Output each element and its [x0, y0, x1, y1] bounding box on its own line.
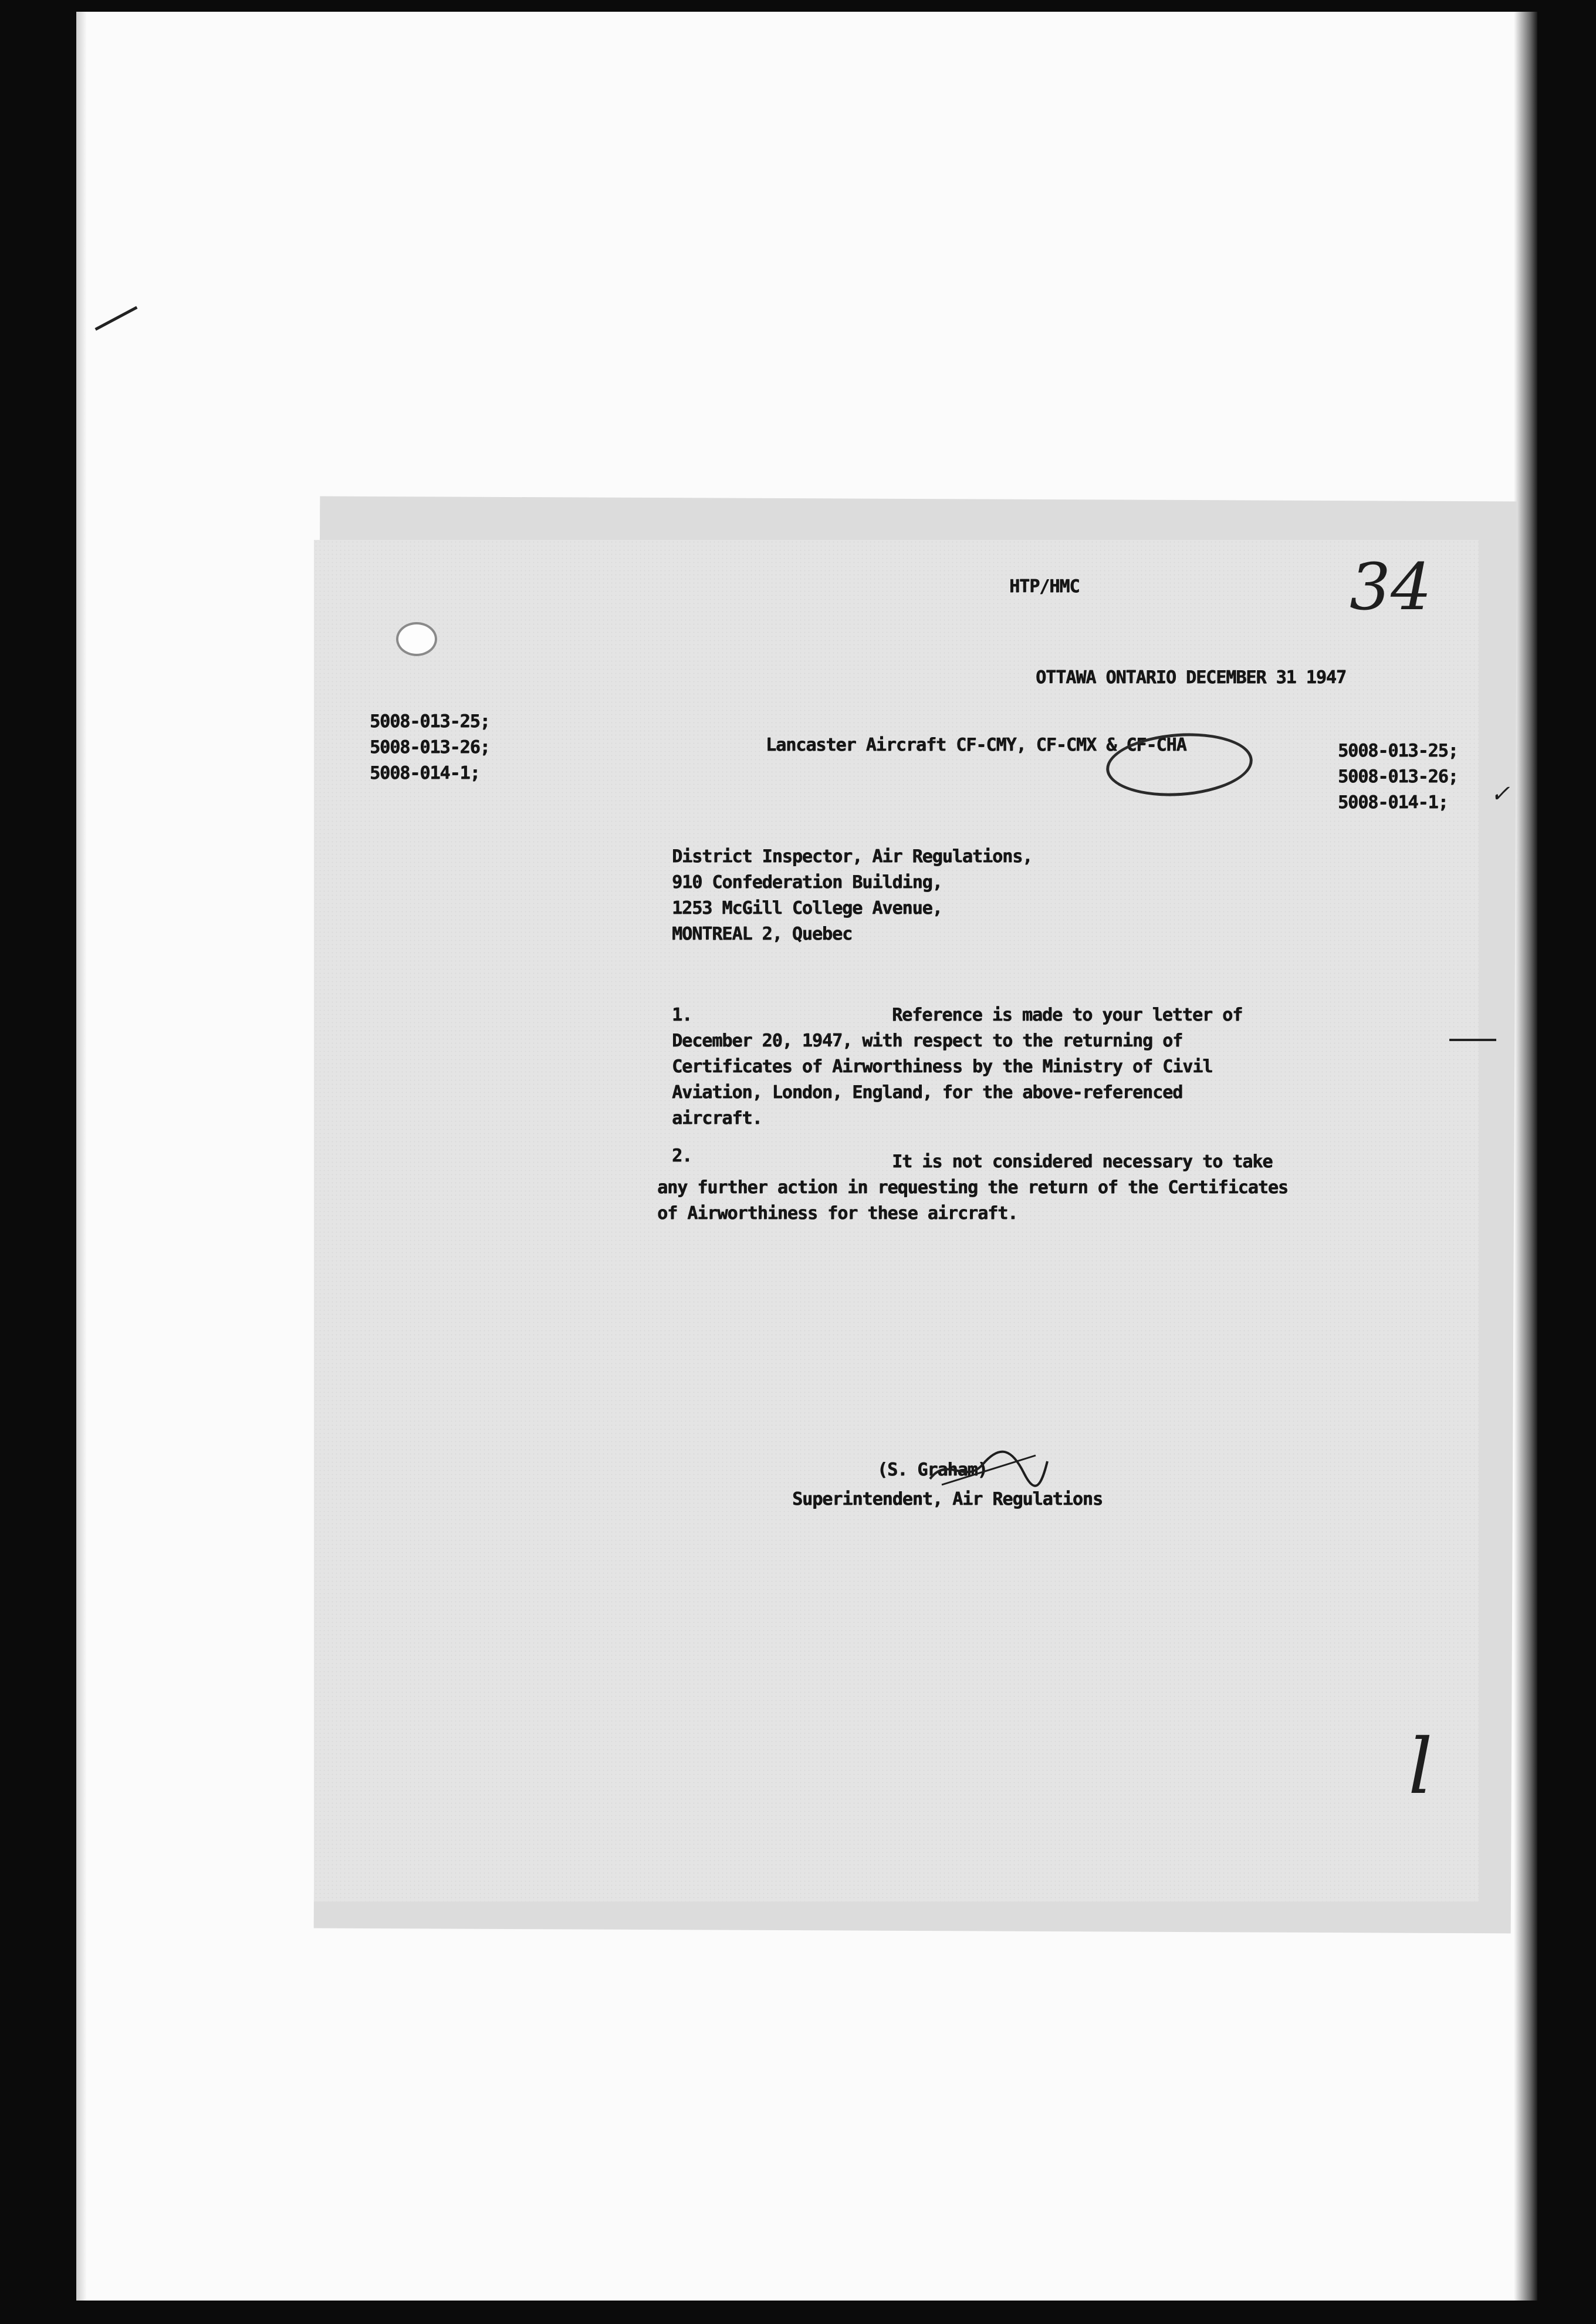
file-number: 5008-014-1;: [1338, 792, 1448, 813]
paragraph-2-line: any further action in requesting the return of the Certificates: [657, 1177, 1288, 1198]
addressee-line: 910 Confederation Building,: [672, 872, 942, 893]
paragraph-2-line: of Airworthiness for these aircraft.: [657, 1203, 1018, 1224]
file-number: 5008-013-25;: [1338, 741, 1458, 761]
margin-tick: [1449, 1039, 1496, 1041]
addressee-line: MONTREAL 2, Quebec: [672, 924, 853, 944]
paragraph-1-line: Certificates of Airworthiness by the Ministry of Civil: [672, 1056, 1213, 1077]
file-numbers-left: [370, 710, 490, 788]
date-line: OTTAWA ONTARIO DECEMBER 31 1947: [1036, 667, 1346, 688]
addressee-line: 1253 McGill College Avenue,: [672, 898, 942, 918]
paragraph-1-line: aircraft.: [672, 1108, 762, 1129]
handwritten-page-number: 34: [1350, 549, 1432, 624]
addressee-line: District Inspector, Air Regulations,: [672, 846, 1033, 867]
document-page: [314, 540, 1510, 1901]
paragraph-1-line: Reference is made to your letter of: [892, 1005, 1243, 1025]
margin-pen-mark: [95, 306, 138, 331]
signature-name: (S. Graham): [877, 1460, 988, 1480]
paragraph-2-number: 2.: [672, 1146, 692, 1166]
file-numbers-right: [1338, 739, 1458, 817]
file-number: 5008-013-26;: [370, 737, 490, 758]
subject-line: Lancaster Aircraft CF-CMY, CF-CMX & CF-CHA: [766, 735, 1186, 755]
check-mark: ✓: [1490, 781, 1510, 808]
frame-edge-left: [76, 12, 87, 2301]
paragraph-2-line: It is not considered necessary to take: [892, 1151, 1273, 1172]
paragraph-1-number: 1.: [672, 1005, 692, 1025]
file-number: 5008-013-26;: [1338, 766, 1458, 787]
signature-title: Superintendent, Air Regulations: [792, 1489, 1103, 1509]
punch-hole: [396, 622, 437, 656]
paragraph-1-line: December 20, 1947, with respect to the returning of: [672, 1031, 1183, 1051]
handwritten-mark: l: [1408, 1722, 1433, 1811]
film-frame: [76, 12, 1537, 2301]
paragraph-2-body: [657, 1176, 1288, 1228]
addressee-block: [672, 845, 1032, 948]
paragraph-1-line: Aviation, London, England, for the above-referenced: [672, 1082, 1183, 1103]
paragraph-1-body: [672, 1029, 1212, 1133]
frame-edge-right: [1514, 12, 1537, 2301]
reference-initials: HTP/HMC: [1009, 576, 1080, 597]
file-number: 5008-014-1;: [370, 763, 480, 783]
file-number: 5008-013-25;: [370, 711, 490, 732]
